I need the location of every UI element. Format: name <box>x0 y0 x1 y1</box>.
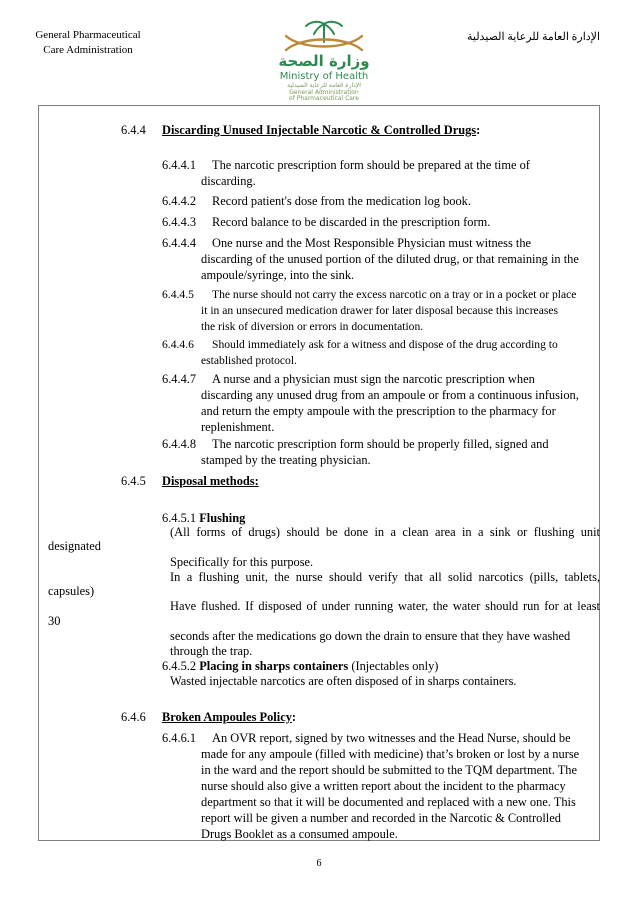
wrapped-word: 30 <box>48 614 61 628</box>
body-line: Have flushed. If disposed of under running water, the water should run for at least <box>170 599 600 613</box>
item-number: 6.4.4.3 <box>162 215 197 229</box>
body-line: Specifically for this purpose. <box>170 555 314 569</box>
title-colon: : <box>476 123 481 137</box>
list-item <box>162 337 598 369</box>
list-item <box>162 730 598 842</box>
item-text: Record balance to be discarded in the prescription form. <box>212 215 491 229</box>
item-text: stamped by the treating physician. <box>201 453 371 467</box>
logo-subtitle-arabic: الإدارة العامة للرعاية الصيدلية <box>287 82 361 89</box>
logo-subtitle-line1: General Administration <box>289 88 359 96</box>
list-item <box>162 287 598 335</box>
logo-arabic-name: وزارة الصحة <box>278 52 370 70</box>
item-text: The narcotic prescription form should be properly filled, signed and <box>212 437 549 451</box>
section-heading <box>162 122 480 138</box>
item-text: replenishment. <box>201 420 275 434</box>
section-title: Discarding Unused Injectable Narcotic & Controlled Drugs <box>162 123 477 137</box>
item-text: discarding any unused drug from an ampoule or from a continuous infusion, <box>201 388 579 402</box>
body-line: (All forms of drugs) should be done in a clean area in a sink or flushing unit <box>170 525 600 539</box>
item-text: An OVR report, signed by two witnesses and the Head Nurse, should be <box>212 731 571 745</box>
item-text: in the ward and the report should be submitted to the TQM department. The <box>201 763 577 777</box>
title-colon: : <box>254 474 259 488</box>
page-number: 6 <box>316 858 322 869</box>
subsection-note: (Injectables only) <box>351 659 439 673</box>
item-text: and return the empty ampoule with the prescription to the pharmacy for <box>201 404 556 418</box>
item-number: 6.4.4.8 <box>162 437 197 451</box>
item-number: 6.4.4.5 <box>162 288 194 301</box>
list-item <box>162 157 598 189</box>
item-number: 6.4.4.6 <box>162 338 194 351</box>
logo-subtitle <box>262 83 386 103</box>
item-number: 6.4.4.2 <box>162 194 197 208</box>
header-org-line1: General Pharmaceutical <box>35 29 141 41</box>
section-title: Broken Ampoules Policy <box>162 710 292 724</box>
section-number: 6.4.6 <box>121 710 146 724</box>
list-item <box>162 371 598 435</box>
list-item <box>162 235 598 283</box>
item-number: 6.4.4.4 <box>162 236 197 250</box>
list-item <box>162 436 598 468</box>
item-number: 6.4.6.1 <box>162 731 197 745</box>
section-heading <box>162 473 259 489</box>
item-number: 6.4.4.7 <box>162 372 197 386</box>
header-org-arabic: الإدارة العامة للرعاية الصيدلية <box>466 31 600 43</box>
body-line: through the trap. <box>170 644 253 658</box>
header-org-line2: Care Administration <box>43 44 133 56</box>
item-text: One nurse and the Most Responsible Physician must witness the <box>212 236 532 250</box>
item-text: Should immediately ask for a witness and dispose of the drug according to <box>212 338 558 351</box>
ministry-logo <box>262 20 386 102</box>
item-text: department so that it will be documented and replaced with a new one. This <box>201 795 576 809</box>
header-org-english <box>26 28 150 58</box>
item-text: ampoule/syringe, into the sink. <box>201 268 355 282</box>
list-item <box>162 214 598 230</box>
body-line: In a flushing unit, the nurse should verify that all solid narcotics (pills, tablets, <box>170 570 600 584</box>
section-number: 6.4.5 <box>121 474 146 488</box>
section-number: 6.4.4 <box>121 123 146 137</box>
wrapped-word: designated <box>48 539 101 553</box>
subsection-number: 6.4.5.1 <box>162 511 197 525</box>
item-text: Drugs Booklet as a consumed ampoule. <box>201 827 398 841</box>
item-text: discarding. <box>201 174 256 188</box>
wrapped-word: capsules) <box>48 584 95 598</box>
item-text: discarding of the unused portion of the diluted drug, or that remaining in the <box>201 252 579 266</box>
subsection-title: Placing in sharps containers <box>199 659 349 673</box>
body-line: seconds after the medications go down the drain to ensure that they have washed <box>170 629 571 643</box>
list-item <box>162 193 598 209</box>
item-text: Record patient's dose from the medication log book. <box>212 194 471 208</box>
section-title: Disposal methods <box>162 474 255 488</box>
title-colon: : <box>291 710 297 724</box>
subsection-heading <box>162 658 438 674</box>
body-line: Wasted injectable narcotics are often disposed of in sharps containers. <box>170 674 517 688</box>
item-text: A nurse and a physician must sign the narcotic prescription when <box>212 372 535 386</box>
subsection-title: Flushing <box>199 511 246 525</box>
logo-subtitle-line2: of Pharmaceutical Care <box>289 95 359 102</box>
item-text: it in an unsecured medication drawer for later disposal because this increases <box>201 304 559 317</box>
section-heading <box>162 709 296 725</box>
item-text: nurse should also give a written report about the incident to the pharmacy <box>201 779 566 793</box>
item-text: report will be given a number and recorded in the Narcotic & Controlled <box>201 811 561 825</box>
item-text: The narcotic prescription form should be prepared at the time of <box>212 158 530 172</box>
item-number: 6.4.4.1 <box>162 158 197 172</box>
item-text: made for any ampoule (filled with medicine) that’s broken or lost by a nurse <box>201 747 580 761</box>
subsection-number: 6.4.5.2 <box>162 659 197 673</box>
item-text: The nurse should not carry the excess narcotic on a tray or in a pocket or place <box>212 288 577 301</box>
palm-swords-emblem-icon <box>262 20 386 56</box>
logo-english-name: Ministry of Health <box>279 71 369 82</box>
item-text: established protocol. <box>201 354 297 367</box>
item-text: the risk of diversion or errors in documentation. <box>201 320 424 333</box>
